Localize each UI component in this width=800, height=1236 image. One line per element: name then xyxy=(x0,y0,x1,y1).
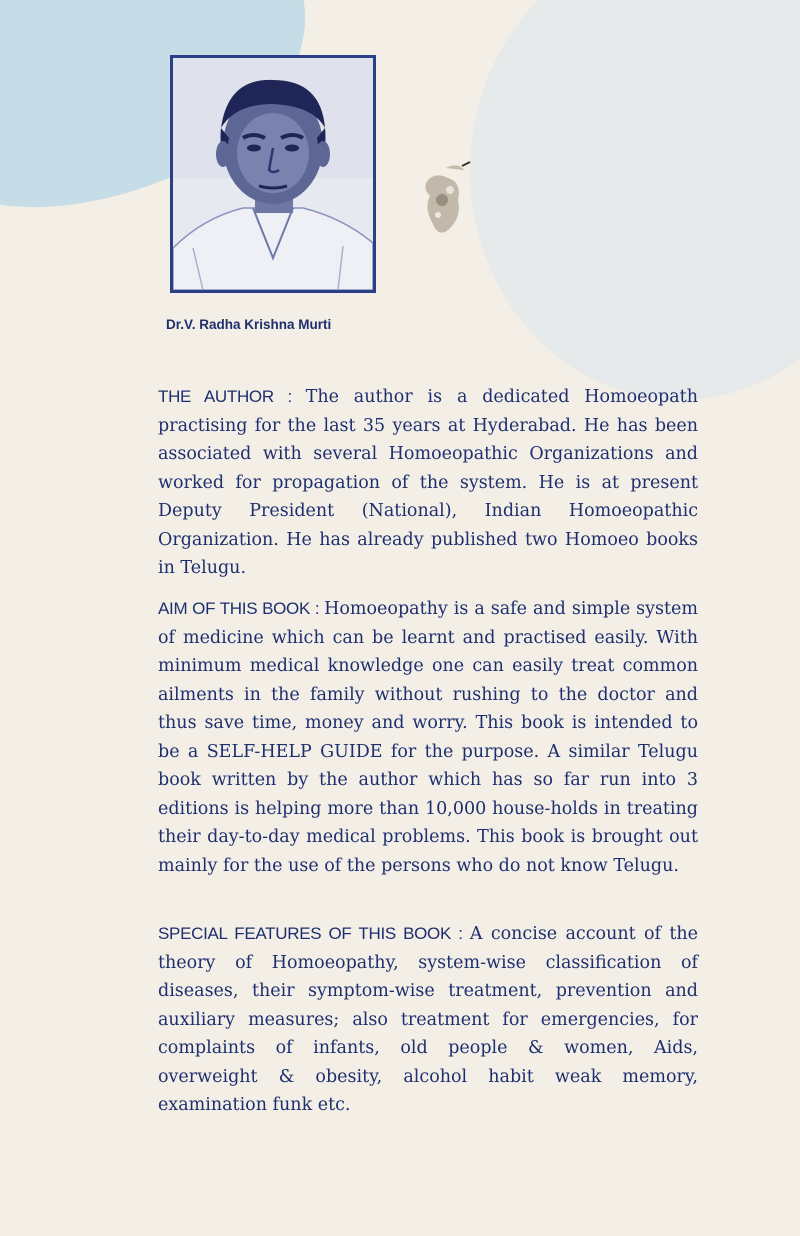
author-photo xyxy=(170,55,376,293)
aim-section-body: Homoeopathy is a safe and simple system of medicine which can be learnt and practised easily. With minimum medical knowledge one can easily treat common ailments in the family without rushing to the doctor and thus save time, money and worry. This book is intended to be a SELF-HELP GUIDE for the purpose. A similar Telugu book written by the author which has so far run into 3 editions is helping more than 10,000 house-holds in treating their day-to-day medical problems. This book is brought out mainly for the use of the persons who do not know Telugu. xyxy=(158,599,698,876)
author-section xyxy=(158,383,698,583)
cover-background-shape xyxy=(470,0,800,400)
features-section-heading: SPECIAL FEATURES OF THIS BOOK : xyxy=(158,924,470,943)
author-section-heading: THE AUTHOR : xyxy=(158,387,306,406)
author-section-body: The author is a dedicated Homoeopath practising for the last 35 years at Hyderabad. He has been associated with several Homoeopathic Organizations and worked for propagation of the system. He is at present Deputy President (National), Indian Homoeopathic Organization. He has already published two Homoeo books in Telugu. xyxy=(158,387,698,578)
author-portrait-image xyxy=(173,58,373,290)
aim-section xyxy=(158,595,698,880)
aim-section-heading: AIM OF THIS BOOK : xyxy=(158,599,325,618)
author-name-caption: Dr.V. Radha Krishna Murti xyxy=(166,317,332,332)
features-section xyxy=(158,920,698,1120)
features-section-body: A concise account of the theory of Homoeopathy, system-wise classification of diseases, their symptom-wise treatment, prevention and auxiliary measures; also treatment for emergencies, for complaints of infants, old people & women, Aids, overweight & obesity, alcohol habit weak memory, examination funk etc. xyxy=(158,924,698,1115)
paper-stain xyxy=(418,160,476,242)
